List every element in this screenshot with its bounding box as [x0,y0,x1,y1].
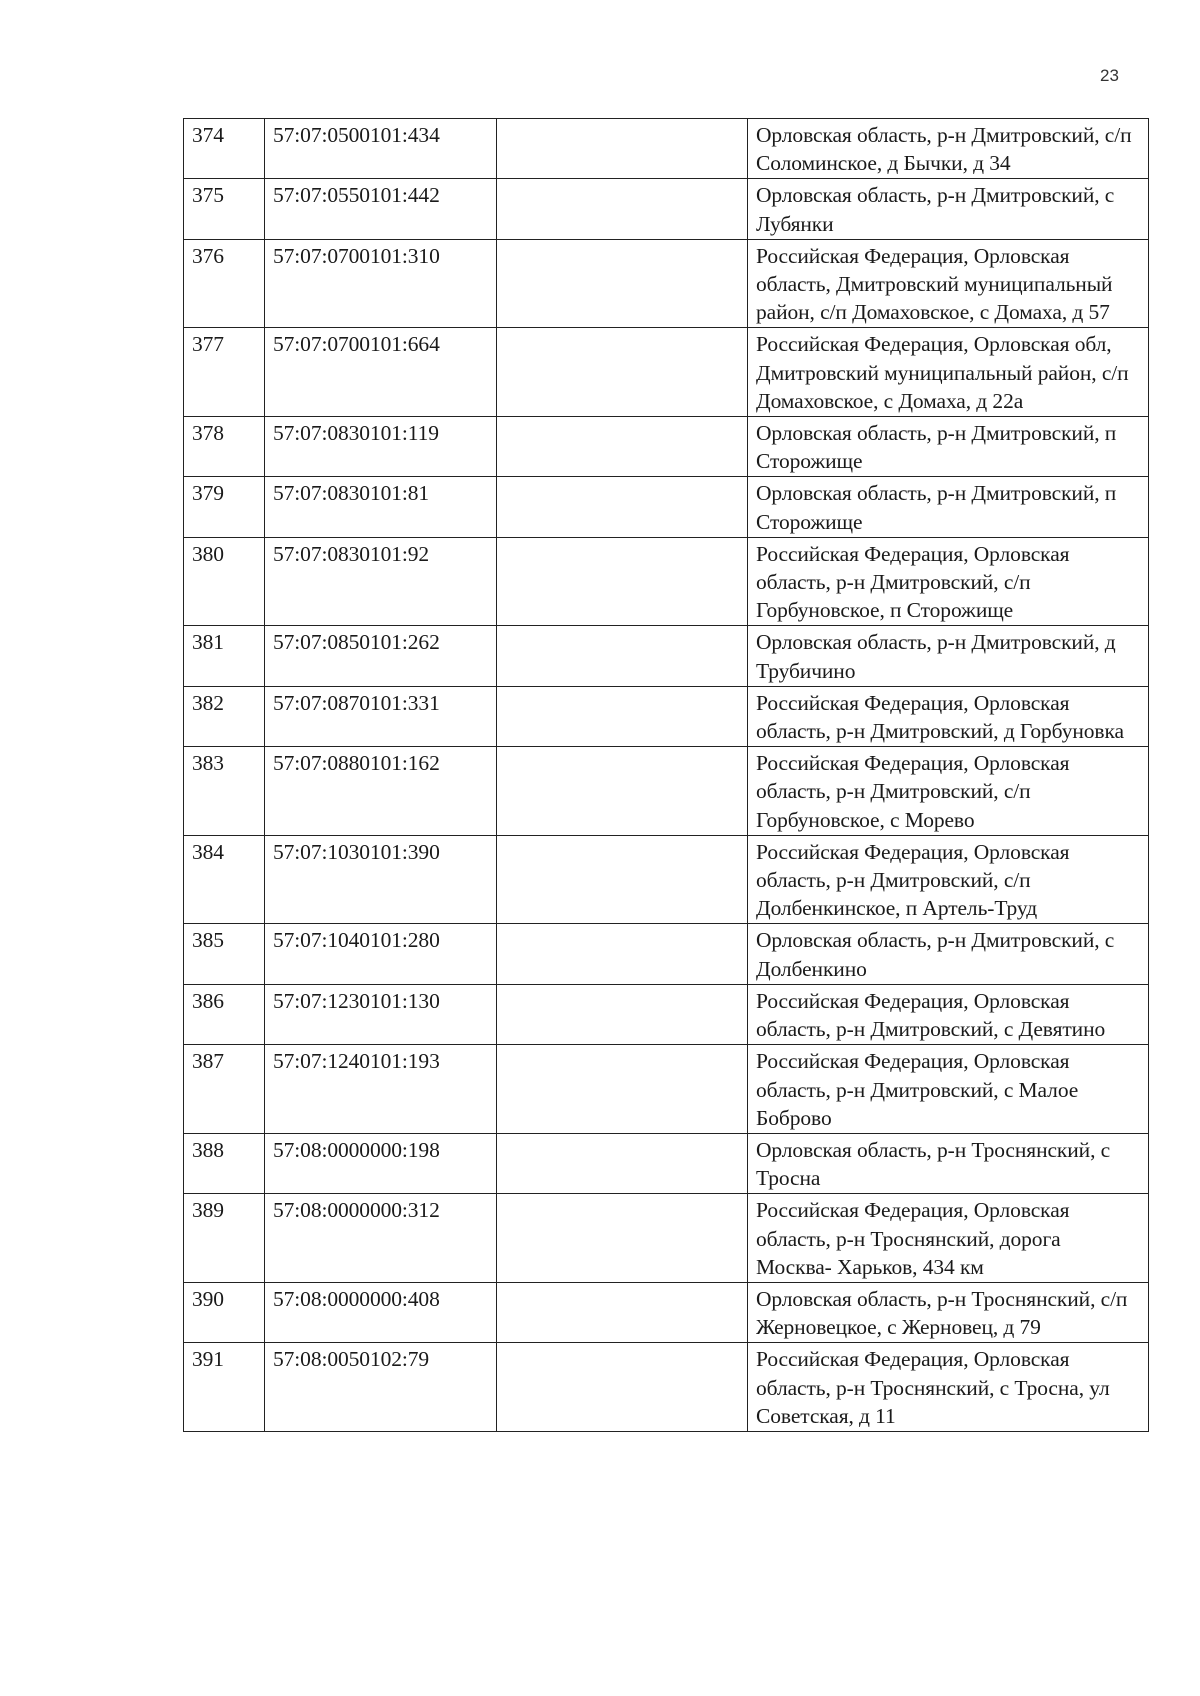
row-number-cell: 386 [184,984,265,1044]
empty-cell [497,119,748,179]
row-number-cell: 388 [184,1133,265,1193]
table-row [184,1282,1149,1342]
table-row [184,1343,1149,1432]
row-number-cell: 389 [184,1194,265,1283]
row-number-cell: 384 [184,835,265,924]
address-cell: Российская Федерация, Орловская область, р-н Дмитровский, д Горбуновка [748,686,1149,746]
cadastral-number-cell: 57:07:0550101:442 [265,179,497,239]
cadastral-number-cell: 57:07:0850101:262 [265,626,497,686]
empty-cell [497,537,748,626]
empty-cell [497,239,748,328]
row-number-cell: 378 [184,417,265,477]
cadastral-number-cell: 57:07:1230101:130 [265,984,497,1044]
table-row [184,835,1149,924]
address-cell: Российская Федерация, Орловская область, р-н Троснянский, с Тросна, ул Советская, д 11 [748,1343,1149,1432]
empty-cell [497,1343,748,1432]
empty-cell [497,417,748,477]
cadastral-number-cell: 57:07:1240101:193 [265,1045,497,1134]
row-number-cell: 375 [184,179,265,239]
table-row [184,626,1149,686]
cadastral-number-cell: 57:07:0830101:81 [265,477,497,537]
address-cell: Орловская область, р-н Дмитровский, п Сторожище [748,417,1149,477]
empty-cell [497,1194,748,1283]
cadastral-number-cell: 57:07:0870101:331 [265,686,497,746]
table-row [184,537,1149,626]
address-cell: Российская Федерация, Орловская область, р-н Дмитровский, с Малое Боброво [748,1045,1149,1134]
empty-cell [497,924,748,984]
cadastral-number-cell: 57:07:0880101:162 [265,747,497,836]
registry-table-body [184,119,1149,1432]
address-cell: Орловская область, р-н Дмитровский, д Трубичино [748,626,1149,686]
cadastral-number-cell: 57:08:0000000:408 [265,1282,497,1342]
table-row [184,328,1149,417]
empty-cell [497,477,748,537]
address-cell: Российская Федерация, Орловская область, р-н Дмитровский, с/п Горбуновское, с Морево [748,747,1149,836]
empty-cell [497,747,748,836]
address-cell: Орловская область, р-н Троснянский, с/п Жерновецкое, с Жерновец, д 79 [748,1282,1149,1342]
empty-cell [497,1133,748,1193]
address-cell: Российская Федерация, Орловская область, р-н Дмитровский, с Девятино [748,984,1149,1044]
empty-cell [497,835,748,924]
cadastral-number-cell: 57:08:0000000:198 [265,1133,497,1193]
empty-cell [497,1282,748,1342]
row-number-cell: 379 [184,477,265,537]
row-number-cell: 387 [184,1045,265,1134]
row-number-cell: 381 [184,626,265,686]
row-number-cell: 377 [184,328,265,417]
empty-cell [497,328,748,417]
address-cell: Орловская область, р-н Дмитровский, п Сторожище [748,477,1149,537]
row-number-cell: 391 [184,1343,265,1432]
cadastral-number-cell: 57:08:0050102:79 [265,1343,497,1432]
table-row [184,477,1149,537]
cadastral-number-cell: 57:07:1030101:390 [265,835,497,924]
empty-cell [497,1045,748,1134]
cadastral-number-cell: 57:07:0830101:92 [265,537,497,626]
empty-cell [497,686,748,746]
registry-table [183,118,1149,1432]
table-row [184,686,1149,746]
page-number: 23 [1100,66,1119,85]
empty-cell [497,626,748,686]
table-row [184,239,1149,328]
row-number-cell: 376 [184,239,265,328]
address-cell: Российская Федерация, Орловская область, р-н Дмитровский, с/п Долбенкинское, п Артель-Труд [748,835,1149,924]
cadastral-number-cell: 57:07:0500101:434 [265,119,497,179]
address-cell: Российская Федерация, Орловская область, р-н Дмитровский, с/п Горбуновское, п Сторожище [748,537,1149,626]
table-row [184,924,1149,984]
address-cell: Российская Федерация, Орловская область, Дмитровский муниципальный район, с/п Домаховское, с Домаха, д 57 [748,239,1149,328]
cadastral-number-cell: 57:07:0700101:664 [265,328,497,417]
row-number-cell: 390 [184,1282,265,1342]
address-cell: Российская Федерация, Орловская обл, Дмитровский муниципальный район, с/п Домаховское, с Домаха, д 22а [748,328,1149,417]
address-cell: Российская Федерация, Орловская область, р-н Троснянский, дорога Москва- Харьков, 434 км [748,1194,1149,1283]
address-cell: Орловская область, р-н Троснянский, с Тросна [748,1133,1149,1193]
cadastral-number-cell: 57:07:0700101:310 [265,239,497,328]
row-number-cell: 383 [184,747,265,836]
cadastral-number-cell: 57:07:1040101:280 [265,924,497,984]
cadastral-number-cell: 57:08:0000000:312 [265,1194,497,1283]
table-row [184,119,1149,179]
table-row [184,1045,1149,1134]
table-row [184,417,1149,477]
cadastral-number-cell: 57:07:0830101:119 [265,417,497,477]
table-row [184,1133,1149,1193]
address-cell: Орловская область, р-н Дмитровский, с/п Соломинское, д Бычки, д 34 [748,119,1149,179]
table-row [184,747,1149,836]
table-row [184,179,1149,239]
table-row [184,1194,1149,1283]
row-number-cell: 374 [184,119,265,179]
row-number-cell: 380 [184,537,265,626]
empty-cell [497,984,748,1044]
table-row [184,984,1149,1044]
empty-cell [497,179,748,239]
row-number-cell: 382 [184,686,265,746]
address-cell: Орловская область, р-н Дмитровский, с Лубянки [748,179,1149,239]
row-number-cell: 385 [184,924,265,984]
address-cell: Орловская область, р-н Дмитровский, с Долбенкино [748,924,1149,984]
